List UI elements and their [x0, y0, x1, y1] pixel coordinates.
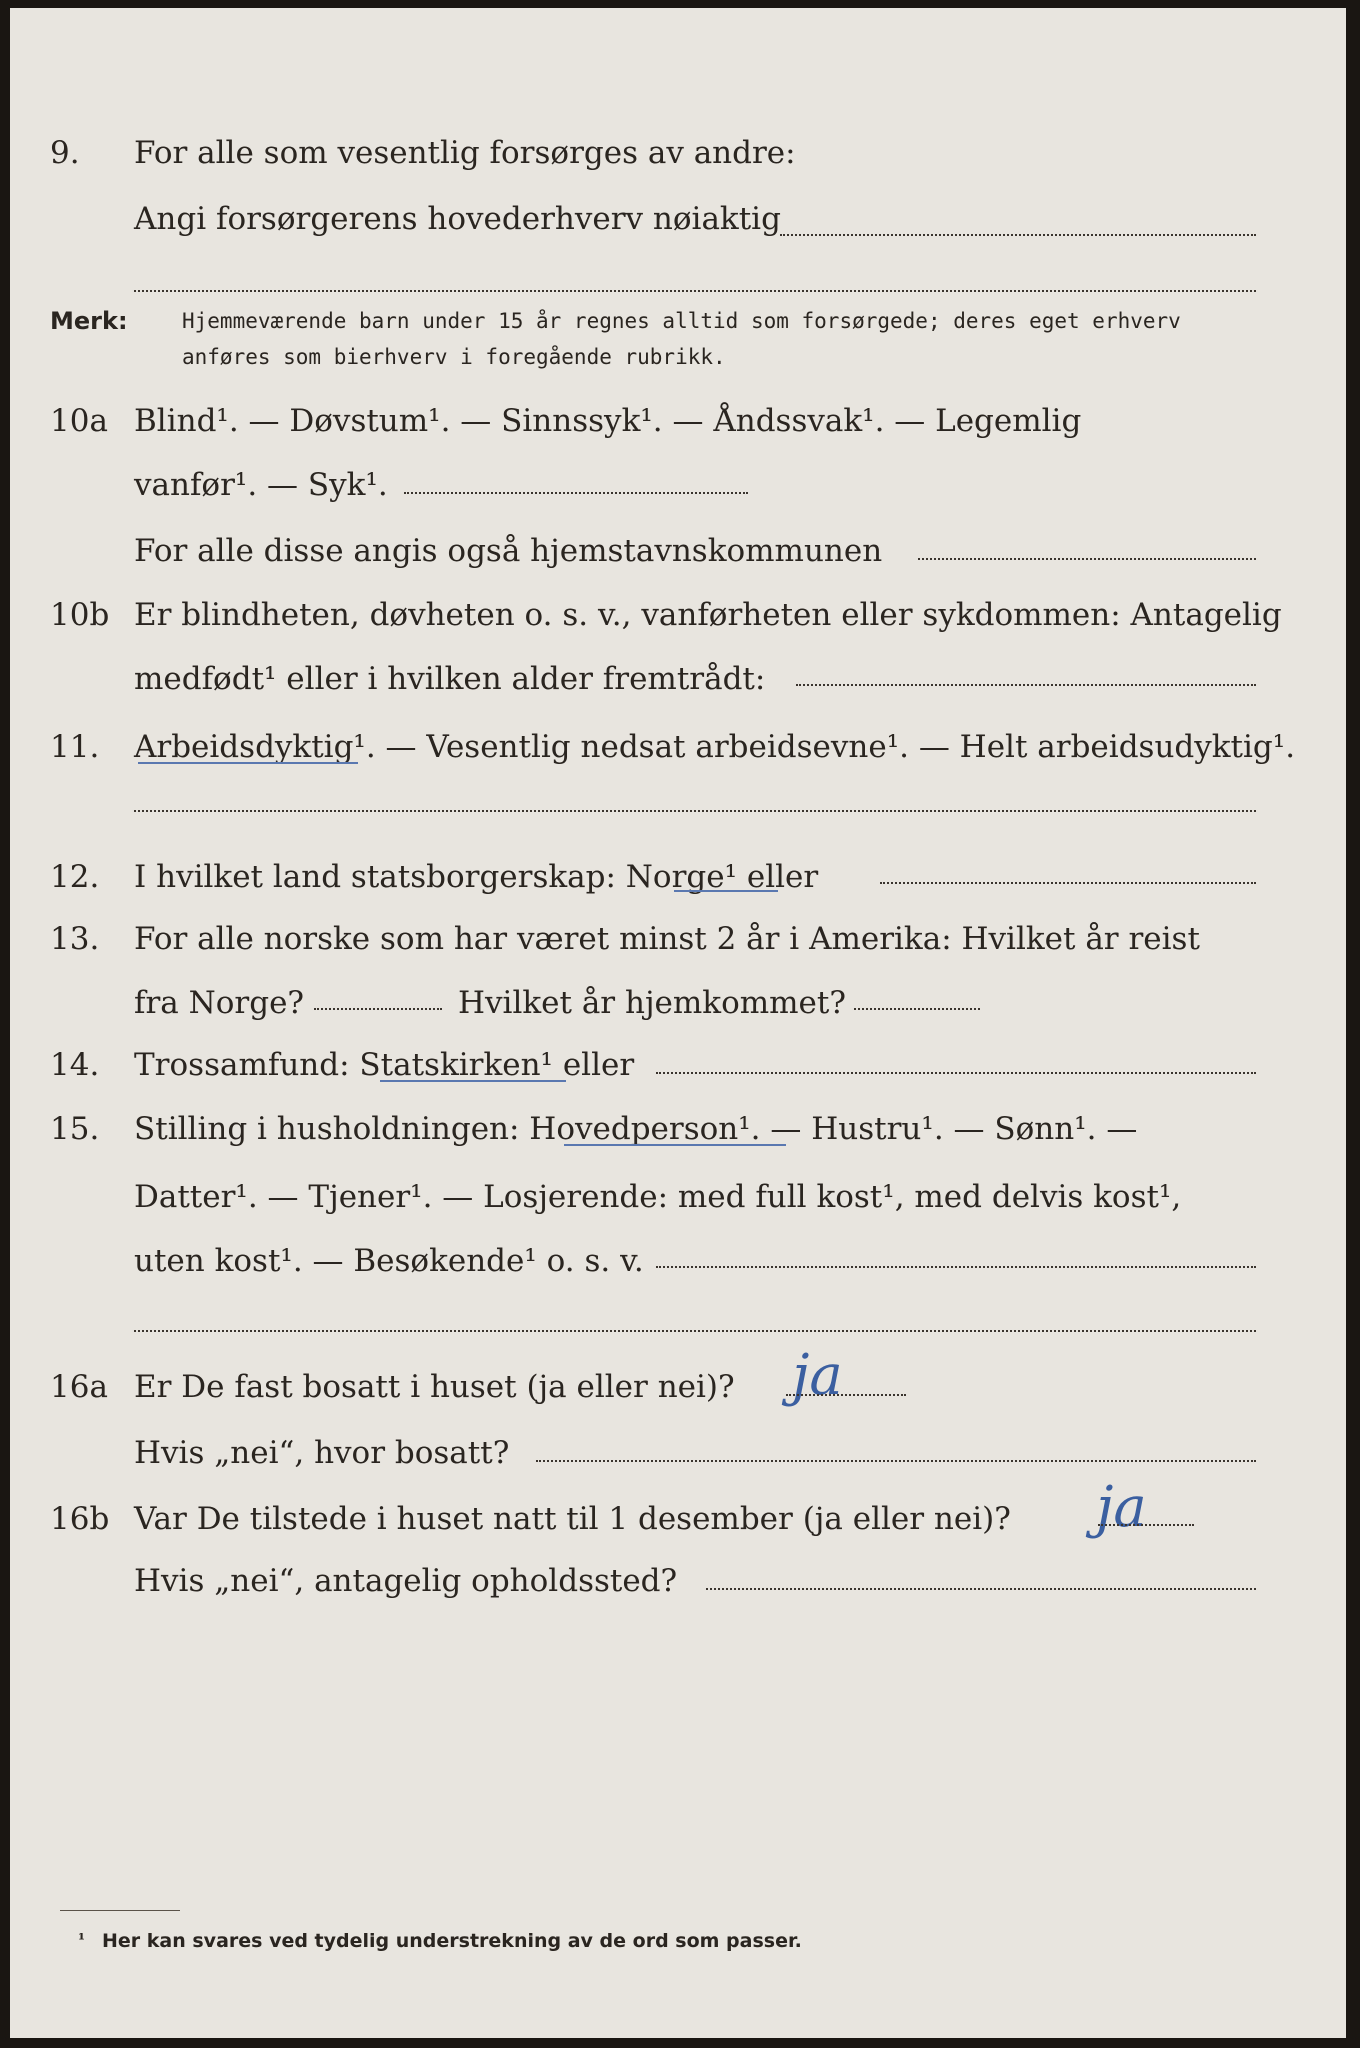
underline-arbeidsdyktig: [138, 762, 358, 764]
question-text: vanfør¹. — Syk¹.: [134, 467, 388, 503]
question-15-line-3: [10, 1236, 1346, 1286]
question-text: Trossamfund: Statskirken¹ eller: [134, 1047, 635, 1083]
question-text: Hvilket år hjemkommet?: [458, 985, 846, 1021]
answer-line-15[interactable]: [656, 1266, 1256, 1268]
footnote-text: Her kan svares ved tydelig understrekning av de ord som passer.: [102, 1930, 802, 1952]
question-15-line-2: [10, 1172, 1346, 1222]
question-10a-line-2: [10, 460, 1346, 510]
merk-text: anføres som bierhverv i foregående rubrikk.: [182, 345, 726, 369]
answer-line-13-reist[interactable]: [314, 1008, 442, 1010]
merk-text: Hjemmeværende barn under 15 år regnes alltid som forsørgede; deres eget erhverv: [182, 309, 1181, 333]
question-number: 11.: [50, 729, 100, 765]
answer-line-9[interactable]: [780, 234, 1256, 236]
question-13-line-2: [10, 978, 1346, 1028]
question-14: [10, 1040, 1346, 1090]
question-10a: [10, 396, 1346, 446]
question-number: 14.: [50, 1047, 100, 1083]
question-text: fra Norge?: [134, 985, 305, 1021]
merk-note: [10, 302, 1346, 340]
question-number: 16b: [50, 1501, 110, 1537]
answer-line-11[interactable]: [134, 810, 1256, 812]
question-text: uten kost¹. — Besøkende¹ o. s. v.: [134, 1243, 644, 1279]
question-10b-line-2: [10, 654, 1346, 704]
question-16b-line-2: [10, 1556, 1346, 1606]
answer-line-16a-bosatt[interactable]: [536, 1460, 1256, 1462]
footnote-rule: [60, 1910, 180, 1911]
handwritten-answer-16a[interactable]: ja: [792, 1343, 843, 1408]
answer-line-16b[interactable]: [1098, 1524, 1194, 1526]
answer-line-16b-opholdssted[interactable]: [706, 1588, 1256, 1590]
question-number: 15.: [50, 1111, 100, 1147]
question-number: 10b: [50, 597, 110, 633]
underline-statskirken: [380, 1080, 566, 1082]
question-16a: [10, 1362, 1346, 1412]
question-text: Er De fast bosatt i huset (ja eller nei)?: [134, 1369, 735, 1405]
census-form-page: [10, 8, 1346, 2038]
answer-line-14[interactable]: [656, 1072, 1256, 1074]
question-number: 9.: [50, 135, 80, 171]
question-text: Arbeidsdyktig¹. — Vesentlig nedsat arbeidsevne¹. — Helt arbeidsudyktig¹.: [134, 729, 1296, 765]
question-text: For alle disse angis også hjemstavnskommunen: [134, 533, 883, 569]
answer-line-10a-kommune[interactable]: [918, 558, 1256, 560]
question-9-line-2: [10, 194, 1346, 244]
merk-note-line-2: [10, 338, 1346, 376]
question-text: Angi forsørgerens hovederhverv nøiaktig: [134, 201, 781, 237]
answer-line-9b[interactable]: [134, 290, 1256, 292]
question-text: Blind¹. — Døvstum¹. — Sinnssyk¹. — Åndssvak¹. — Legemlig: [134, 403, 1082, 439]
question-text: medfødt¹ eller i hvilken alder fremtrådt:: [134, 661, 766, 697]
question-text: Er blindheten, døvheten o. s. v., vanførheten eller sykdommen: Antagelig: [134, 597, 1282, 633]
question-text: Datter¹. — Tjener¹. — Losjerende: med full kost¹, med delvis kost¹,: [134, 1179, 1182, 1215]
question-9: [10, 128, 1346, 178]
question-text: For alle norske som har været minst 2 år i Amerika: Hvilket år reist: [134, 921, 1200, 957]
question-text: Var De tilstede i huset natt til 1 desember (ja eller nei)?: [134, 1501, 1011, 1537]
answer-line-13-hjemkommet[interactable]: [854, 1008, 980, 1010]
question-text: Stilling i husholdningen: Hovedperson¹. — Hustru¹. — Sønn¹. —: [134, 1111, 1138, 1147]
footnote-mark: ¹: [78, 1930, 86, 1949]
answer-line-10a[interactable]: [404, 492, 748, 494]
answer-line-16a[interactable]: [786, 1394, 906, 1396]
answer-line-12[interactable]: [880, 882, 1256, 884]
merk-label: Merk:: [50, 307, 128, 335]
question-number: 16a: [50, 1369, 108, 1405]
question-10b: [10, 590, 1346, 640]
underline-hovedperson: [564, 1144, 786, 1146]
question-12: [10, 852, 1346, 902]
question-text: Hvis „nei“, hvor bosatt?: [134, 1435, 510, 1471]
question-16a-line-2: [10, 1428, 1346, 1478]
question-text: I hvilket land statsborgerskap: Norge¹ eller: [134, 859, 819, 895]
question-text: For alle som vesentlig forsørges av andre:: [134, 135, 796, 171]
question-15: [10, 1104, 1346, 1154]
question-text: Hvis „nei“, antagelig opholdssted?: [134, 1563, 678, 1599]
handwritten-answer-16b[interactable]: ja: [1096, 1475, 1147, 1540]
question-number: 13.: [50, 921, 100, 957]
question-13: [10, 914, 1346, 964]
answer-line-10b[interactable]: [796, 684, 1256, 686]
question-number: 10a: [50, 403, 108, 439]
question-10a-line-3: [10, 526, 1346, 576]
answer-line-15b[interactable]: [134, 1330, 1256, 1332]
question-number: 12.: [50, 859, 100, 895]
question-11: [10, 722, 1346, 772]
underline-norge: [674, 890, 778, 892]
